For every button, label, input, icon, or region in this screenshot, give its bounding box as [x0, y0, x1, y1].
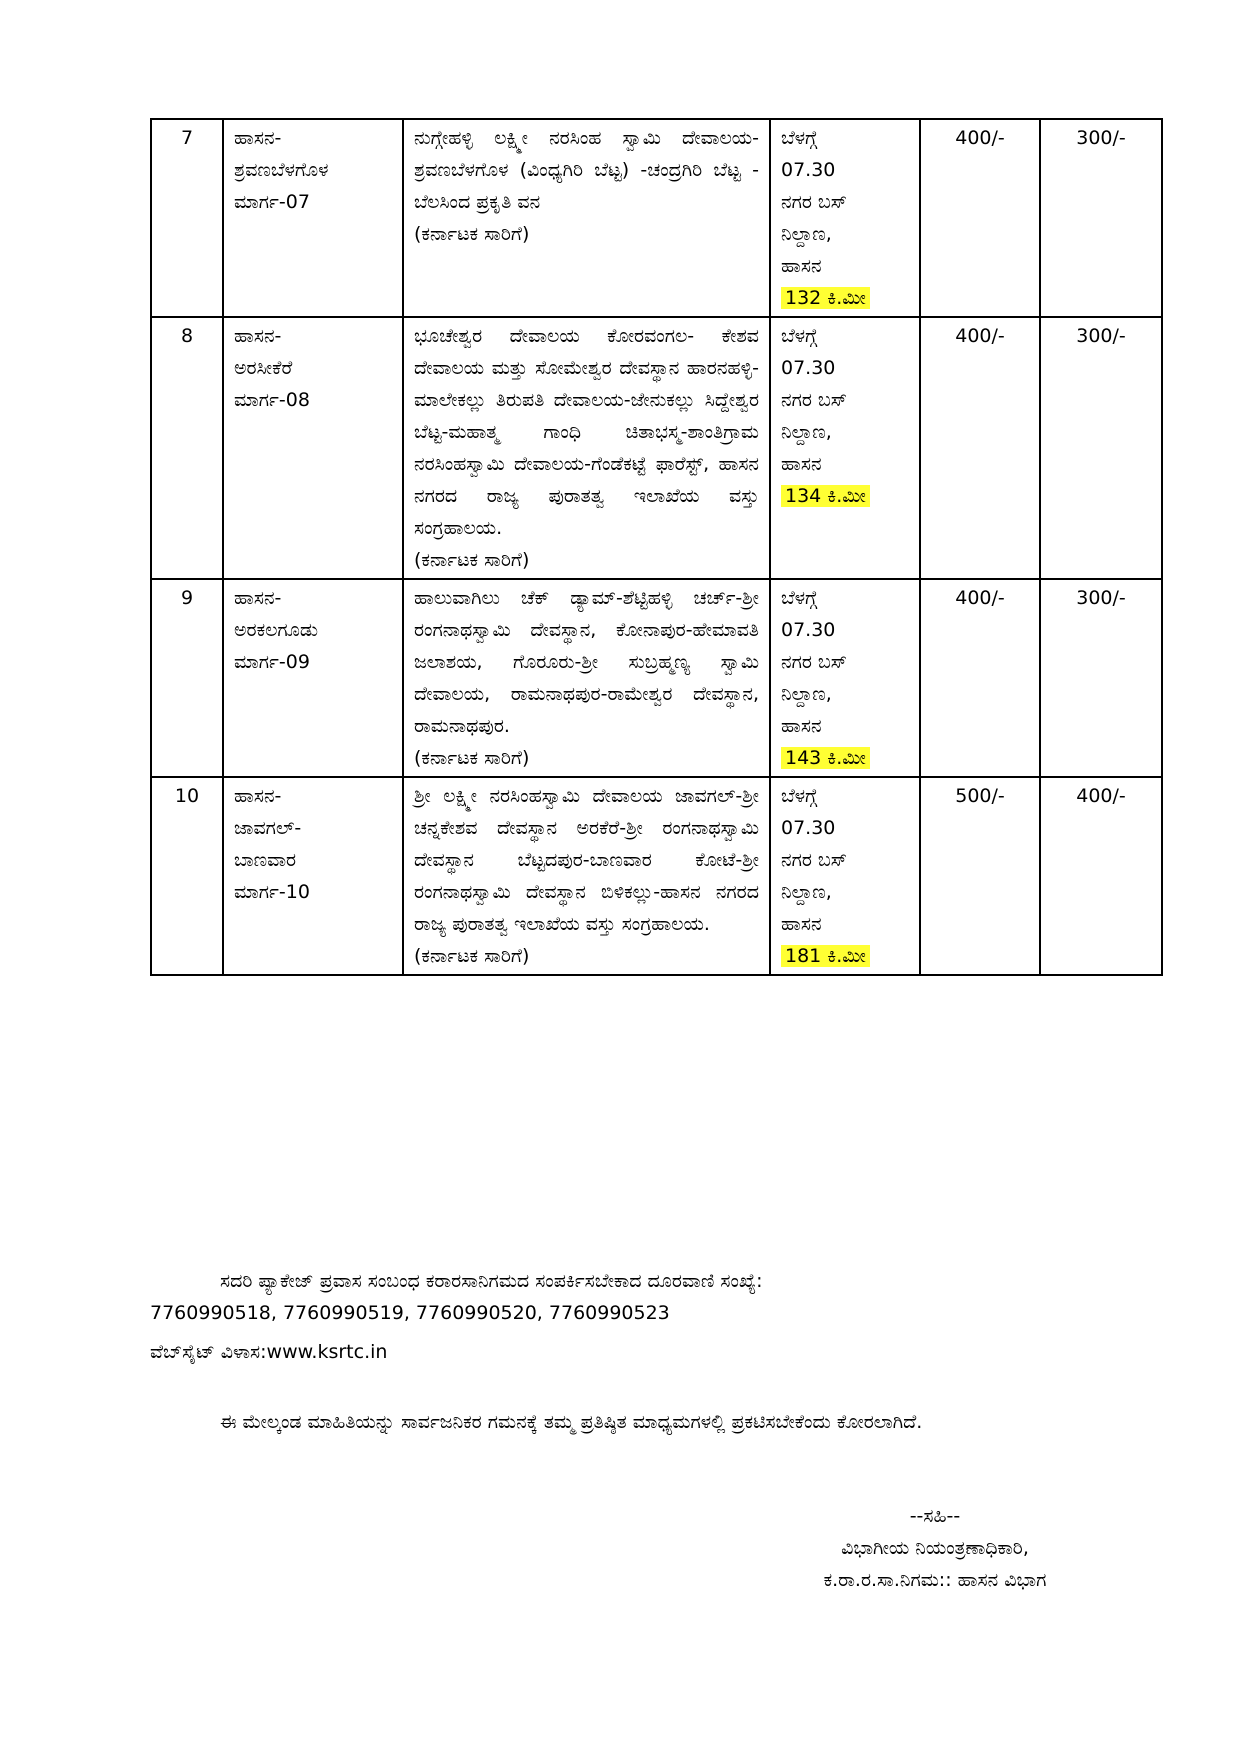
departure-line: ನಗರ ಬಸ್ [781, 191, 848, 213]
route-line: ಮಾರ್ಗ-09 [234, 651, 310, 673]
distance-highlight: 143 ಕಿ.ಮೀ [781, 747, 870, 769]
departure-line: ಹಾಸನ [781, 255, 822, 277]
places-description [403, 579, 770, 777]
departure-info [770, 777, 920, 975]
places-text: ನುಗ್ಗೇಹಳ್ಳಿ ಲಕ್ಷ್ಮೀ ನರಸಿಂಹ ಸ್ವಾಮಿ ದೇವಾಲಯ-ಶ್ರವಣಬೆಳಗೊಳ (ವಿಂಧ್ಯಗಿರಿ ಬೆಟ್ಟ) -ಚಂದ್ರಗಿರಿ ಬೆಟ್ಟ - ಬೆಲಸಿಂದ ಪ್ರಕೃತಿ ವನ [414, 127, 759, 213]
places-description [403, 777, 770, 975]
contact-text: ಸದರಿ ಪ್ಯಾಕೇಜ್ ಪ್ರವಾಸ ಸಂಬಂಧ ಕರಾರಸಾನಿಗಮದ ಸಂಪರ್ಕಿಸಬೇಕಾದ ದೂರವಾಣಿ ಸಂಖ್ಯೆ: [220, 1270, 763, 1292]
route-line: ಅರಕಲಗೂಡು [234, 619, 318, 641]
route-line: ಶ್ರವಣಬೆಳಗೊಳ [234, 159, 329, 181]
route-name [223, 317, 403, 579]
bus-type: (ಕರ್ನಾಟಕ ಸಾರಿಗೆ) [414, 549, 530, 571]
departure-info [770, 579, 920, 777]
route-line: ಜಾವಗಲ್- [234, 817, 302, 839]
serial-number: 7 [151, 119, 223, 317]
departure-line: 07.30 [781, 159, 836, 181]
fare-adult: 500/- [920, 777, 1040, 975]
route-name [223, 579, 403, 777]
departure-line: ಬೆಳಗ್ಗೆ [781, 785, 818, 807]
departure-line: 07.30 [781, 357, 836, 379]
table-row [151, 119, 1162, 317]
bus-type: (ಕರ್ನಾಟಕ ಸಾರಿಗೆ) [414, 223, 530, 245]
package-routes-table [150, 118, 1163, 976]
request-paragraph [150, 1406, 1100, 1438]
fare-child: 300/- [1040, 579, 1162, 777]
places-text: ಶ್ರೀ ಲಕ್ಷ್ಮೀ ನರಸಿಂಹಸ್ವಾಮಿ ದೇವಾಲಯ ಜಾವಗಲ್-ಶ್ರೀ ಚನ್ನಕೇಶವ ದೇವಸ್ಥಾನ ಅರಕೆರೆ-ಶ್ರೀ ರಂಗನಾಥಸ್ವಾಮಿ ದೇವಸ್ಥಾನ ಬೆಟ್ಟದಪುರ-ಬಾಣವಾರ ಕೋಟೆ-ಶ್ರೀ ರಂಗನಾಥಸ್ವಾಮಿ ದೇವಸ್ಥಾನ ಬಿಳಿಕಲ್ಲು-ಹಾಸನ ನಗರದ ರಾಜ್ಯ ಪುರಾತತ್ವ ಇಲಾಖೆಯ ವಸ್ತು ಸಂಗ್ರಹಾಲಯ. [414, 785, 759, 935]
distance-highlight: 134 ಕಿ.ಮೀ [781, 485, 870, 507]
website-link[interactable]: www.ksrtc.in [266, 1341, 388, 1363]
serial-number: 9 [151, 579, 223, 777]
request-text: ಈ ಮೇಲ್ಕಂಡ ಮಾಹಿತಿಯನ್ನು ಸಾರ್ವಜನಿಕರ ಗಮನಕ್ಕೆ ತಮ್ಮ ಪ್ರತಿಷ್ಠಿತ ಮಾಧ್ಯಮಗಳಲ್ಲಿ ಪ್ರಕಟಿಸಬೇಕೆಂದು ಕೋರಲಾಗಿದೆ. [220, 1411, 923, 1433]
departure-line: 07.30 [781, 817, 836, 839]
departure-line: ನಿಲ್ದಾಣ, [781, 421, 832, 443]
distance-highlight: 132 ಕಿ.ಮೀ [781, 287, 870, 309]
contact-paragraph [150, 1265, 1100, 1329]
departure-line: ಬೆಳಗ್ಗೆ [781, 127, 818, 149]
table-row [151, 579, 1162, 777]
fare-child: 300/- [1040, 317, 1162, 579]
places-description [403, 119, 770, 317]
departure-info [770, 119, 920, 317]
contact-numbers: 7760990518, 7760990519, 7760990520, 7760990523 [150, 1302, 670, 1324]
departure-line: ನಗರ ಬಸ್ [781, 849, 848, 871]
serial-number: 8 [151, 317, 223, 579]
departure-line: ಹಾಸನ [781, 715, 822, 737]
route-line: ಮಾರ್ಗ-10 [234, 881, 310, 903]
route-line: ಹಾಸನ- [234, 587, 282, 609]
signatory-office: ಕ.ರಾ.ರ.ಸಾ.ನಿಗಮ:: ಹಾಸನ ವಿಭಾಗ [823, 1569, 1047, 1591]
route-name [223, 777, 403, 975]
departure-line: ಬೆಳಗ್ಗೆ [781, 587, 818, 609]
departure-info [770, 317, 920, 579]
departure-line: ಹಾಸನ [781, 453, 822, 475]
serial-number: 10 [151, 777, 223, 975]
route-name [223, 119, 403, 317]
fare-adult: 400/- [920, 579, 1040, 777]
signatory-designation: ವಿಭಾಗೀಯ ನಿಯಂತ್ರಣಾಧಿಕಾರಿ, [841, 1537, 1029, 1559]
website-line [150, 1336, 1100, 1368]
bus-type: (ಕರ್ನಾಟಕ ಸಾರಿಗೆ) [414, 945, 530, 967]
bus-type: (ಕರ್ನಾಟಕ ಸಾರಿಗೆ) [414, 747, 530, 769]
departure-line: ಹಾಸನ [781, 913, 822, 935]
departure-line: ನಿಲ್ದಾಣ, [781, 223, 832, 245]
fare-child: 400/- [1040, 777, 1162, 975]
table-row [151, 317, 1162, 579]
departure-line: ನಿಲ್ದಾಣ, [781, 881, 832, 903]
route-line: ಅರಸೀಕೆರೆ [234, 357, 293, 379]
route-line: ಬಾಣವಾರ [234, 849, 297, 871]
route-line: ಹಾಸನ- [234, 325, 282, 347]
places-text: ಭೂಚೇಶ್ವರ ದೇವಾಲಯ ಕೋರವಂಗಲ- ಕೇಶವ ದೇವಾಲಯ ಮತ್ತು ಸೋಮೇಶ್ವರ ದೇವಸ್ಥಾನ ಹಾರನಹಳ್ಳಿ-ಮಾಲೇಕಲ್ಲು ತಿರುಪತಿ ದೇವಾಲಯ-ಜೇನುಕಲ್ಲು ಸಿದ್ದೇಶ್ವರ ಬೆಟ್ಟ-ಮಹಾತ್ಮ ಗಾಂಧಿ ಚಿತಾಭಸ್ಮ-ಶಾಂತಿಗ್ರಾಮ ನರಸಿಂಹಸ್ವಾಮಿ ದೇವಾಲಯ-ಗೆಂಡೆಕಟ್ಟೆ ಫಾರೆಸ್ಟ್, ಹಾಸನ ನಗರದ ರಾಜ್ಯ ಪುರಾತತ್ವ ಇಲಾಖೆಯ ವಸ್ತು ಸಂಗ್ರಹಾಲಯ. [414, 325, 759, 539]
places-description [403, 317, 770, 579]
signature-mark: --ಸಹಿ-- [909, 1505, 961, 1527]
route-line: ಮಾರ್ಗ-07 [234, 191, 310, 213]
website-label: ವೆಬ್‌ಸೈಟ್ ವಿಳಾಸ: [150, 1341, 267, 1363]
departure-line: ನಗರ ಬಸ್ [781, 651, 848, 673]
places-text: ಹಾಲುವಾಗಿಲು ಚೆಕ್ ಡ್ಯಾಮ್-ಶೆಟ್ಟಿಹಳ್ಳಿ ಚರ್ಚ್-ಶ್ರೀ ರಂಗನಾಥಸ್ವಾಮಿ ದೇವಸ್ಥಾನ, ಕೋನಾಪುರ-ಹೇಮಾವತಿ ಜಲಾಶಯ, ಗೊರೂರು-ಶ್ರೀ ಸುಬ್ರಹ್ಮಣ್ಯ ಸ್ವಾಮಿ ದೇವಾಲಯ, ರಾಮನಾಥಪುರ-ರಾಮೇಶ್ವರ ದೇವಸ್ಥಾನ, ರಾಮನಾಥಪುರ. [414, 587, 759, 737]
fare-adult: 400/- [920, 317, 1040, 579]
distance-highlight: 181 ಕಿ.ಮೀ [781, 945, 870, 967]
table-row [151, 777, 1162, 975]
signature-block [760, 1500, 1110, 1596]
departure-line: ನಿಲ್ದಾಣ, [781, 683, 832, 705]
route-line: ಮಾರ್ಗ-08 [234, 389, 310, 411]
route-line: ಹಾಸನ- [234, 785, 282, 807]
fare-child: 300/- [1040, 119, 1162, 317]
departure-line: ಬೆಳಗ್ಗೆ [781, 325, 818, 347]
departure-line: ನಗರ ಬಸ್ [781, 389, 848, 411]
fare-adult: 400/- [920, 119, 1040, 317]
route-line: ಹಾಸನ- [234, 127, 282, 149]
departure-line: 07.30 [781, 619, 836, 641]
